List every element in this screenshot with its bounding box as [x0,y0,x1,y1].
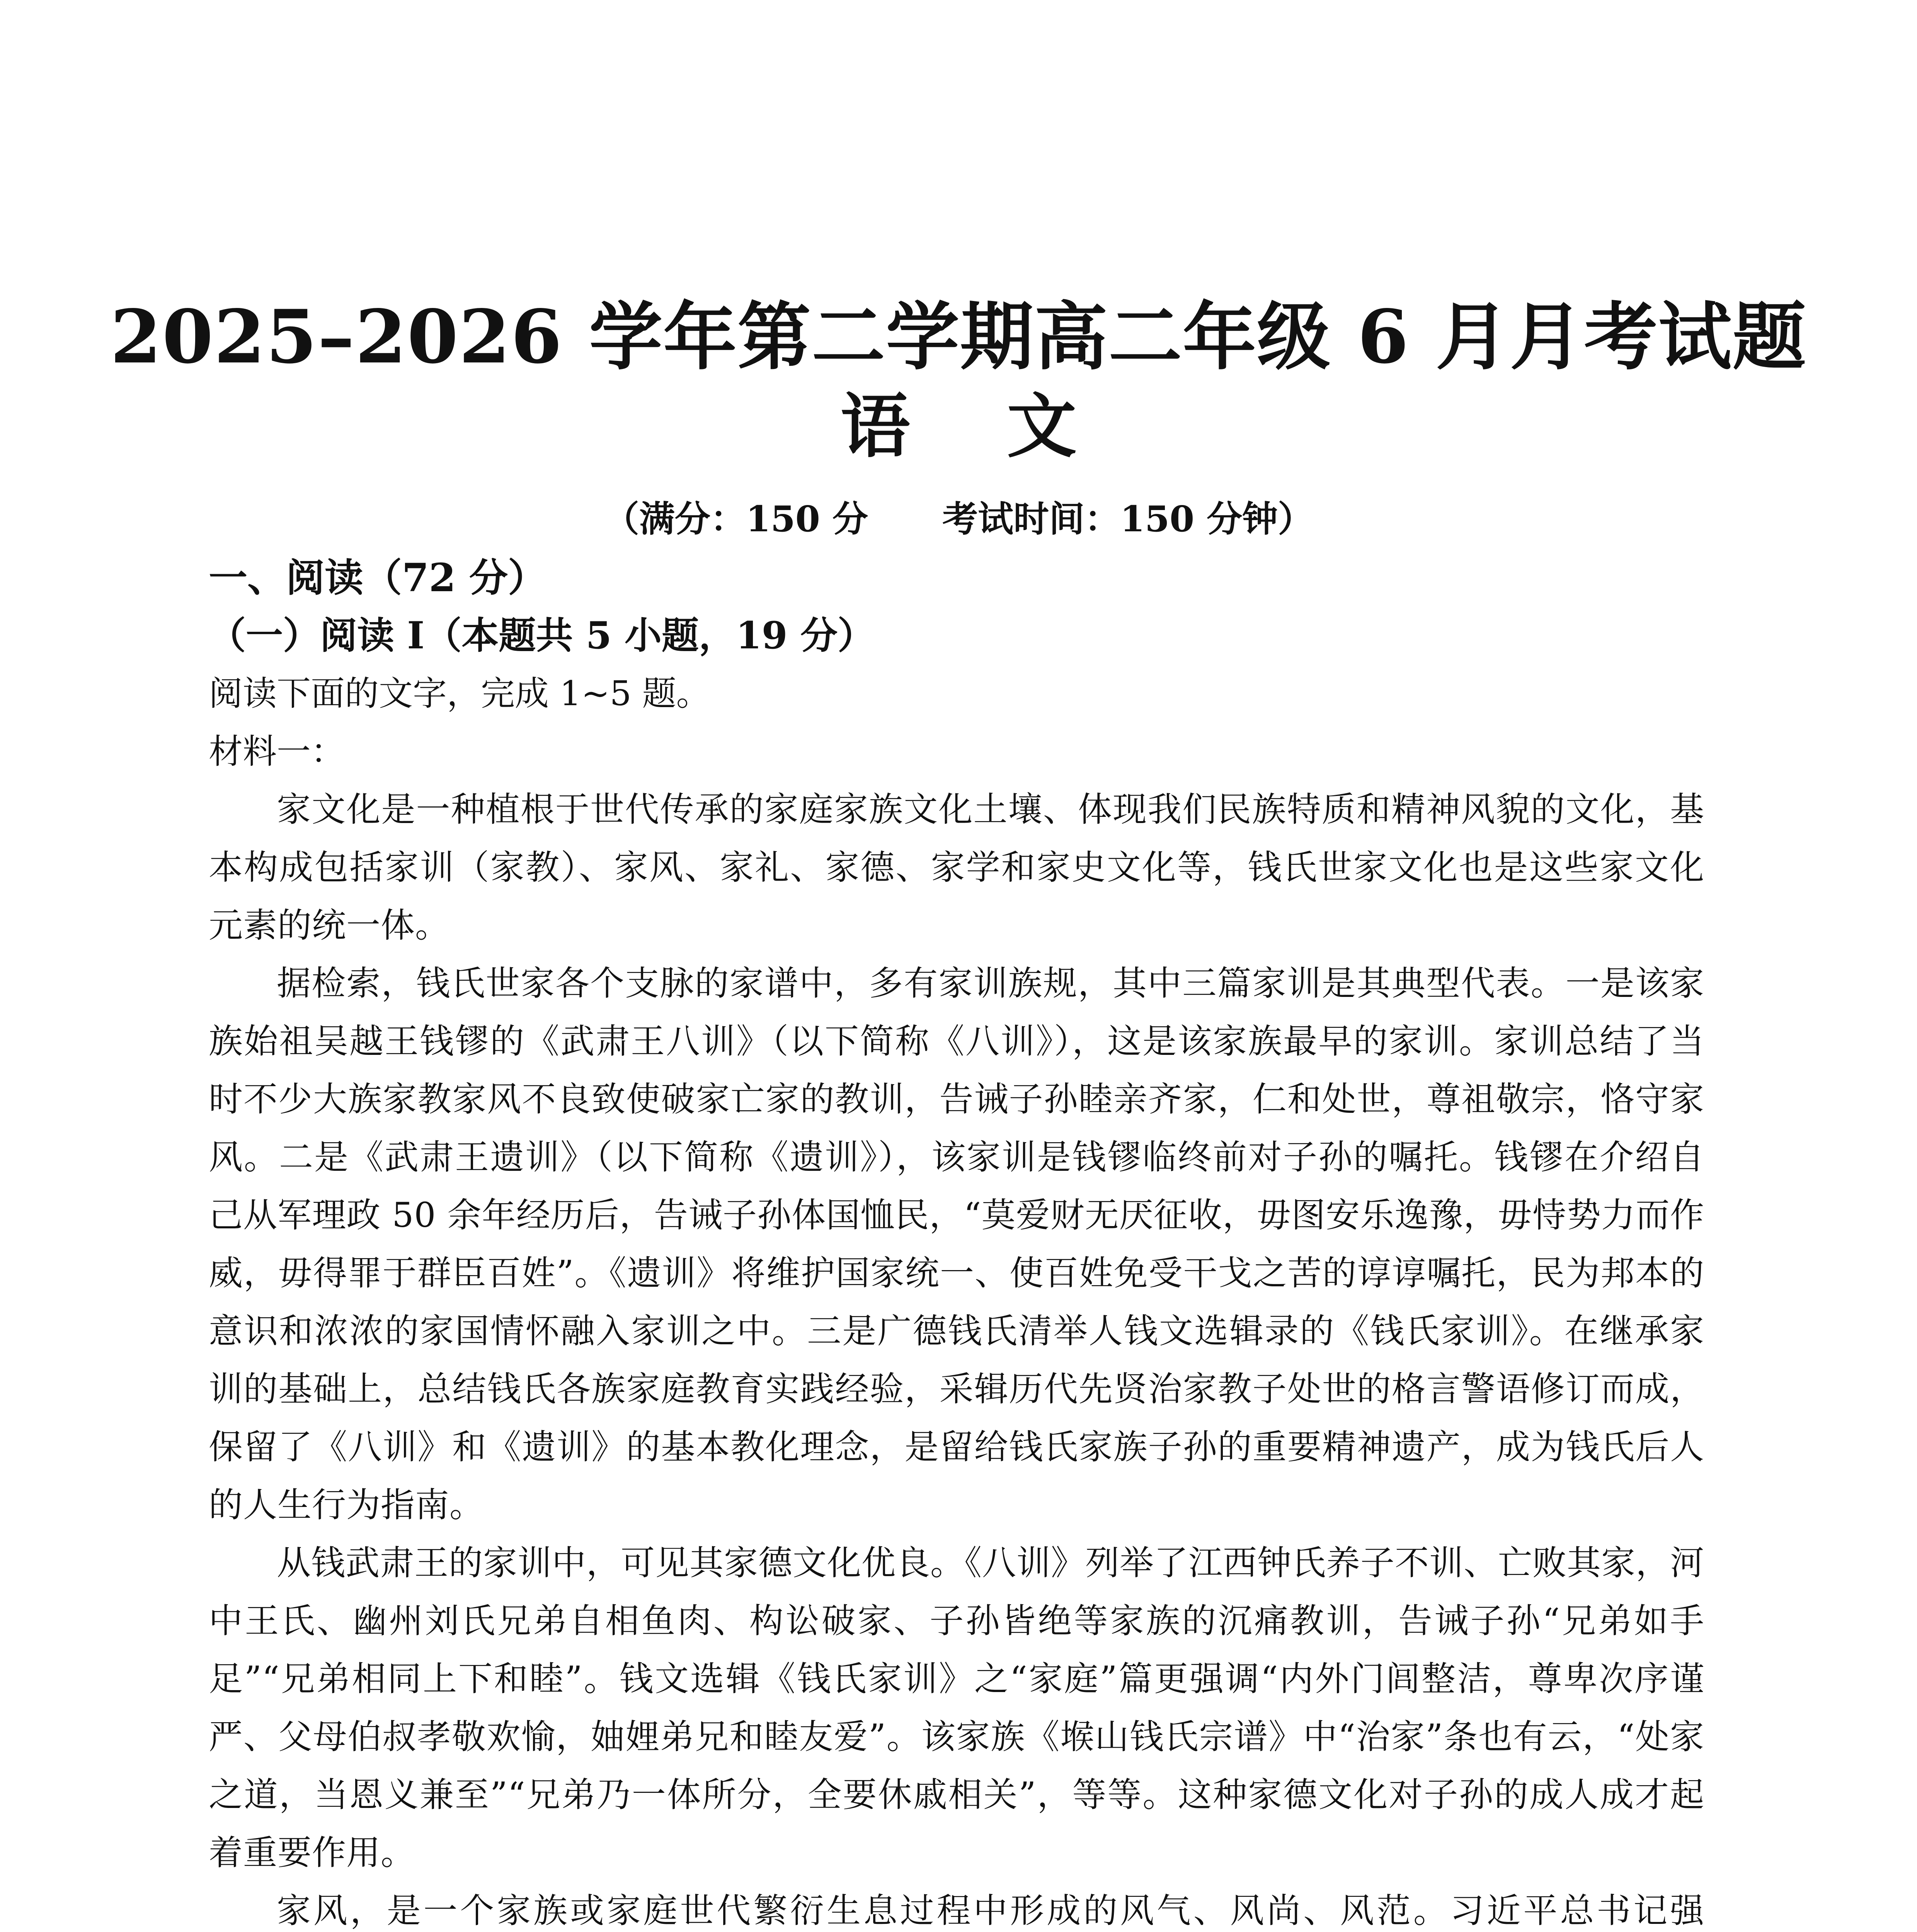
paragraph: 家风，是一个家族或家庭世代繁衍生息过程中形成的风气、风尚、风范。习近平总书记强 [277,1891,1704,1930]
exam-meta: （满分：150 分 考试时间：150 分钟） [603,498,1314,540]
subject-title: 语 文 [840,386,1077,467]
instruction: 阅读下面的文字，完成 1~5 题。 [209,673,710,713]
section-heading: 一、阅读（72 分） [209,555,546,600]
exam-title: 2025–2026 学年第二学期高二年级 6 月月考试题 [110,294,1807,380]
paragraph: 据检索，钱氏世家各个支脉的家谱中，多有家训族规，其中三篇家训是其典型代表。一是该家族始祖吴越王钱镠的《武肃王八训》（以下简称《八训》），这是该家族最早的家训。家训总结了当时不少大族家教家风不良致使破家亡家的教训，告诫子孙睦亲齐家，仁和处世，尊祖敬宗，恪守家风。二是《武肃王遗训》（以下简称《遗训》），该家训是钱镠临终前对子孙的嘱托。钱镠在介绍自己从军理政 50 余年经历后，告诫子孙体国恤民，“莫爱财无厌征收，毋图安乐逸豫，毋恃势力而作威，毋得罪于群臣百姓”。《遗训》将维护国家统一、使百姓免受干戈之苦的谆谆嘱托，民为邦本的意识和浓浓的家国情怀融入家训之中。三是广德钱氏清举人钱文选辑录的《钱氏家训》。在继承家训的基础上，总结钱氏各族家庭教育实践经验，采辑历代先贤治家教子处世的格言警语修订而成，保留了《八训》和《遗训》的基本教化理念，是留给钱氏家族子孙的重要精神遗产，成为钱氏后人的人生行为指南。 [209,963,1704,1525]
paragraph: 从钱武肃王的家训中，可见其家德文化优良。《八训》列举了江西钟氏养子不训、亡败其家，河中王氏、幽州刘氏兄弟自相鱼肉、构讼破家、子孙皆绝等家族的沉痛教训，告诫子孙“兄弟如手足”“兄弟相同上下和睦”。钱文选辑《钱氏家训》之“家庭”篇更强调“内外门闾整洁，尊卑次序谨严、父母伯叔孝敬欢愉，妯娌弟兄和睦友爱”。该家族《堠山钱氏宗谱》中“治家”条也有云，“处家之道，当恩义兼至”“兄弟乃一体所分，全要休戚相关”，等等。这种家德文化对子孙的成人成才起着重要作用。 [209,1543,1705,1872]
subsection-heading: （一）阅读 I（本题共 5 小题，19 分） [209,614,875,657]
content [209,549,1704,1932]
paragraph: 家文化是一种植根于世代传承的家庭家族文化土壤、体现我们民族特质和精神风貌的文化，基本构成包括家训（家教）、家风、家礼、家德、家学和家史文化等，钱氏世家文化也是这些家文化元素的统一体。 [209,789,1704,945]
material-label: 材料一： [209,731,345,771]
